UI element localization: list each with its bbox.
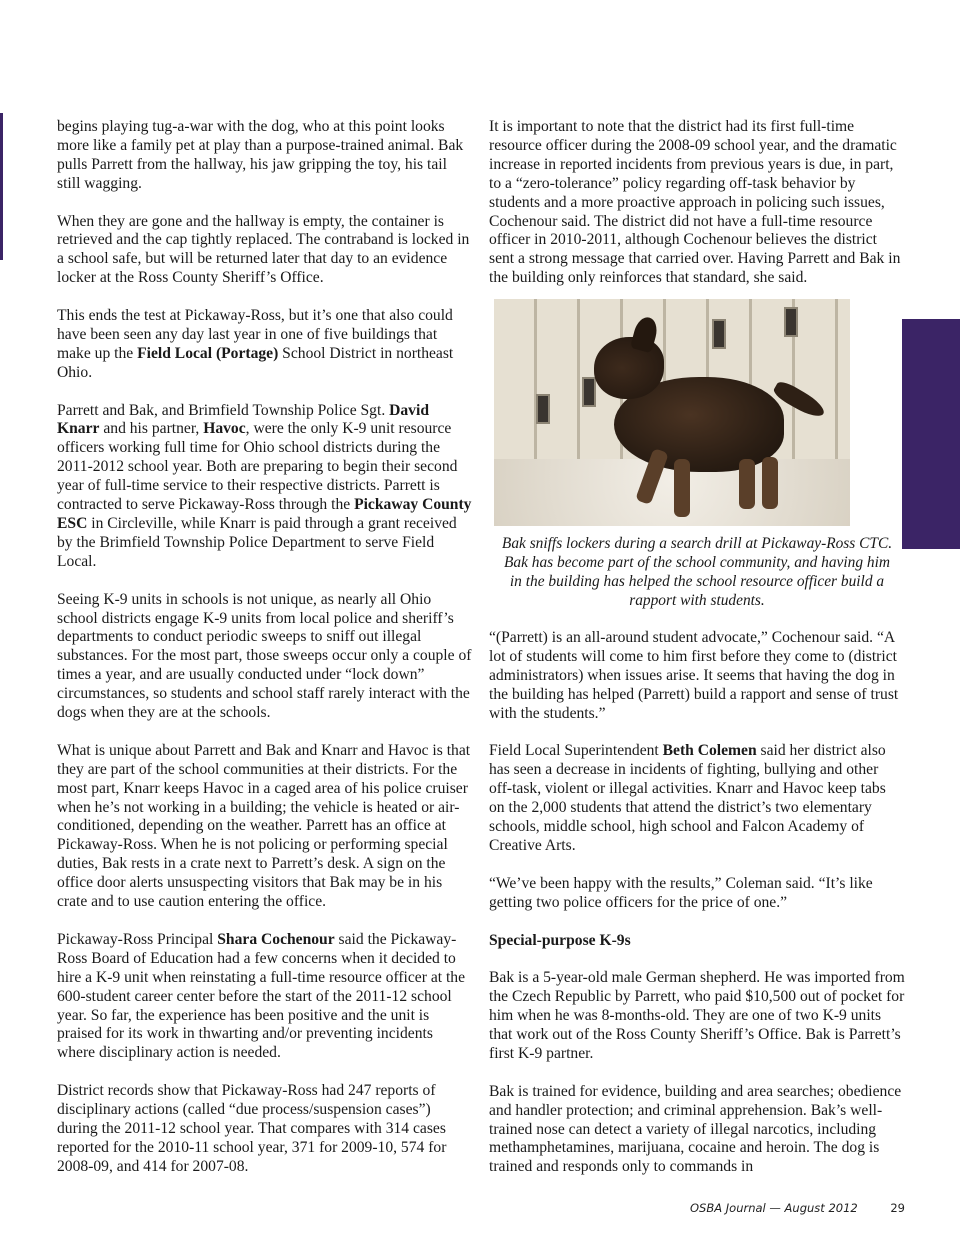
- bold-name: Pickaway County ESC: [57, 496, 472, 532]
- paragraph: It is important to note that the district had its first full-time resource officer during the 2008-09 school year, and the dramatic increase in reported incidents from previous years is due, in part, to a “zero-tolerance” policy regarding off-task behavior by students and a more proactive approach in policing such issues, Cochenour said. The district did not have a full-time resource officer in 2010-2011, although Cochenour believes the district sent a strong message that carried over. Having Parrett and Bak in the building only reinforces that standard, she said.: [489, 118, 901, 287]
- page-number: 29: [890, 1201, 905, 1215]
- paragraph: Bak is a 5-year-old male German shepherd. He was imported from the Czech Republic by Parrett, who paid $10,500 out of pocket for him when he was 8-months-old. They are one of two K-9 units that work out of the Ross County Sheriff’s Office. Bak is Parrett’s first K-9 partner.: [489, 969, 905, 1062]
- bold-name: Beth Colemen: [662, 742, 757, 760]
- paragraph: Bak is trained for evidence, building and area searches; obedience and handler protection; and criminal apprehension. Bak’s well-trained nose can detect a variety of illegal narcotics, including methamphetamines, marijuana, cocaine and heroin. The dog is trained and responds only to commands in: [489, 1082, 902, 1176]
- paragraph: Parrett and Bak, and Brimfield Township Police Sgt. David Knarr and his partner, Havoc, were the only K-9 unit resource officers working full time for Ohio school districts during the 2011-2012 school year. Both are preparing to begin their second year of full-time service to their respective districts. Parrett is contracted to serve Pickaway-Ross through the Pickaway County ESC in Circleville, while Knarr is paid through a grant received by the Brimfield Township Police Department to serve Field Local.: [57, 401, 472, 570]
- paragraph: Seeing K-9 units in schools is not unique, as nearly all Ohio school districts engage K-9 units from local police and sheriff’s departments to conduct periodic sweeps to sniff out illegal substances. For the most part, those sweeps occur only a couple of times a year, and are usually conducted under “lock down” circumstances, so students and school staff rarely interact with the dogs when they are at the schools.: [57, 590, 472, 722]
- right-edge-tab: [902, 319, 960, 549]
- bold-name: David Knarr: [57, 401, 429, 438]
- photo-caption: Bak sniffs lockers during a search drill at Pickaway-Ross CTC. Bak has become part of the school community, and having him in the building has helped the school resource officer build a rapport with students.: [501, 535, 893, 610]
- paragraph: What is unique about Parrett and Bak and Knarr and Havoc is that they are part of the school communities at their districts. For the most part, Knarr keeps Havoc in a caged area of his police cruiser when he’s not working in a building; the vehicle is heated or air-conditioned, depending on the weather. Parrett has an office at Pickaway-Ross. When he is not policing or performing special duties, Bak rests in a crate next to Parrett’s desk. A sign on the office door alerts unsuspecting visitors that Bak may be in his crate and to use caution entering the office.: [57, 741, 471, 911]
- paragraph: Field Local Superintendent Beth Colemen said her district also has seen a decrease in incidents of fighting, bullying and other off-task, violent or illegal activities. Knarr and Havoc keep tabs on the 2,000 students that attend the district’s two elementary schools, middle school, high school and Falcon Academy of Creative Arts.: [489, 742, 886, 854]
- photo-dog-sniffing-lockers: [494, 299, 850, 526]
- left-column: [57, 118, 473, 1196]
- paragraph: This ends the test at Pickaway-Ross, but it’s one that also could have been seen any day last year in one of five buildings that make up the Field Local (Portage) School District in northeast Ohio.: [57, 307, 454, 381]
- paragraph: “(Parrett) is an all-around student advocate,” Cochenour said. “A lot of students will come to him first before they come to (district administrators) when issues arise. It seems that having the dog in the building has helped (Parrett) build a rapport and sense of trust with the students.”: [489, 629, 899, 722]
- bold-name: Field Local (Portage): [137, 344, 279, 362]
- left-accent-bar: [0, 113, 3, 260]
- paragraph: Pickaway-Ross Principal Shara Cochenour said the Pickaway-Ross Board of Education had a few concerns when it decided to hire a K-9 unit when reinstating a full-time resource officer at the 600-student career center before the start of the 2011-12 school year. So far, the experience has been positive and the unit is praised for its work in thwarting and/or preventing incidents where disciplinary action is needed.: [57, 930, 466, 1062]
- paragraph: begins playing tug-a-war with the dog, who at this point looks more like a family pet at play than a purpose-trained animal. Bak pulls Parrett from the hallway, his jaw gripping the toy, his tail still wagging.: [57, 118, 464, 192]
- bold-name: Havoc: [203, 420, 246, 438]
- bold-name: Shara Cochenour: [217, 930, 335, 948]
- journal-name: OSBA Journal — August 2012: [690, 1201, 858, 1215]
- paragraph: When they are gone and the hallway is empty, the container is retrieved and the cap tightly replaced. The contraband is locked in a school safe, but will be returned later that day to an evidence locker at the Ross County Sheriff’s Office.: [57, 212, 470, 287]
- paragraph: “We’ve been happy with the results,” Coleman said. “It’s like getting two police officers for the price of one.”: [489, 874, 873, 911]
- right-column: [489, 118, 905, 1196]
- section-subhead: Special-purpose K-9s: [489, 931, 631, 949]
- paragraph: District records show that Pickaway-Ross had 247 reports of disciplinary actions (called “due process/suspension cases”) during the 2011-12 school year. That compares with 314 cases reported for the 2010-11 school year, 371 for 2009-10, 574 for 2008-09, and 414 for 2007-08.: [57, 1082, 447, 1175]
- page-footer: [690, 1201, 905, 1215]
